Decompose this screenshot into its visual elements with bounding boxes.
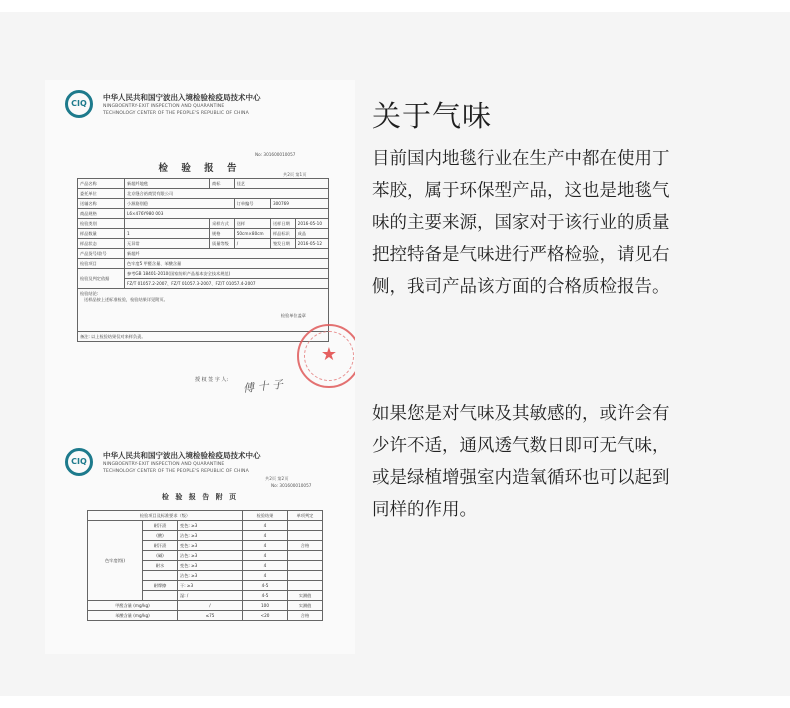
paragraph-line: 苯胶，属于环保型产品，这也是地毯气 <box>372 181 670 201</box>
org-name-en-line1: NINGBOENTRY-EXIT INSPECTION AND QUARANTINE <box>103 104 225 109</box>
paragraph-sensitivity-advice <box>372 398 752 526</box>
cell: 耐汗渍 <box>143 521 178 531</box>
table-row <box>78 179 329 189</box>
stamp-label: 检验单位盖章 <box>280 313 306 318</box>
cell: 沾色: ≥3 <box>178 551 243 561</box>
table-row <box>78 229 329 239</box>
org-name-en-line2: TECHNOLOGY CENTER OF THE PEOPLE'S REPUBLIC OF CHINA <box>103 111 249 116</box>
cell: 4-5 <box>243 581 288 591</box>
cell: 检验结果 <box>243 511 288 521</box>
cell: (碱) <box>143 551 178 561</box>
cell: 实测值 <box>288 601 323 611</box>
cell: 色牢度(级) <box>88 521 143 601</box>
cell <box>288 531 323 541</box>
cell: 检验类别 <box>78 219 125 229</box>
org-name-cn: 中华人民共和国宁波出入境检验检疫局技术中心 <box>103 451 261 460</box>
cell: 4 <box>243 571 288 581</box>
cell: 商标 <box>210 179 235 189</box>
cell: 300769 <box>270 199 328 209</box>
cell: 2016-05-12 <box>295 239 328 249</box>
cell: 沾色: ≥3 <box>178 531 243 541</box>
cell: 检验项目及标准要求（级） <box>88 511 243 521</box>
ciq-logo-icon: CIQ <box>65 448 93 476</box>
cell: 1 <box>125 229 210 239</box>
cell: 签发日期 <box>270 239 295 249</box>
table-row <box>78 249 329 259</box>
cell: 甲醛含量 (mg/kg) <box>88 601 178 611</box>
page-indicator: 共2页 第1页 <box>283 172 307 177</box>
table-row <box>88 611 323 621</box>
cell: 4-5 <box>243 591 288 601</box>
cell: 样品标识 <box>270 229 295 239</box>
cell: 合格 <box>288 611 323 621</box>
cell: 质量等级 <box>210 239 235 249</box>
table-row <box>78 209 329 219</box>
report-header <box>65 446 335 478</box>
cell: 委托单位 <box>78 189 125 199</box>
cell: 变色: ≥3 <box>178 521 243 531</box>
official-seal-icon <box>297 324 355 388</box>
cell: 干: ≥3 <box>178 581 243 591</box>
table-row <box>88 601 323 611</box>
report-header <box>65 88 335 120</box>
seal-star-icon: ★ <box>320 344 338 365</box>
cell: 参考GB 18401-2010(国家纺织产品基本安全技术规范) <box>125 269 329 279</box>
cell: 耐水 <box>143 561 178 571</box>
table-row <box>78 239 329 249</box>
org-name-en-line1: NINGBOENTRY-EXIT INSPECTION AND QUARANTINE <box>103 462 225 467</box>
paragraph-line: 把控特备是气味进行严格检验，请见右 <box>372 245 670 265</box>
cell: 湿: / <box>178 591 243 601</box>
inspection-report-page-1 <box>45 80 355 432</box>
cell: 沾色: ≥3 <box>178 571 243 581</box>
cell: 新超纤地毯 <box>125 179 210 189</box>
cell: 50cm×80cm <box>234 229 270 239</box>
paragraph-line: 如果您是对气味及其敏感的，或许会有 <box>372 404 670 424</box>
cell: 4 <box>243 531 288 541</box>
cell: 检验项目 <box>78 259 125 269</box>
ciq-logo-icon: CIQ <box>65 90 93 118</box>
cell: 耐摩擦 <box>143 581 178 591</box>
table-row <box>78 289 329 332</box>
cell: 耐汗渍 <box>143 541 178 551</box>
cell: 小源筋别稳 <box>125 199 235 209</box>
report-title: 检 验 报 告 <box>158 163 242 174</box>
cell: 色牢度5 甲醛含量、苯酸含量 <box>125 259 329 269</box>
inspection-report-page-2 <box>45 432 355 654</box>
table-row <box>88 511 323 521</box>
paragraph-line: 侧，我司产品该方面的合格质检报告。 <box>372 277 670 297</box>
cell: 4 <box>243 561 288 571</box>
cell: 订单编号 <box>234 199 270 209</box>
approver-label: 授 权 签 字 人: <box>195 377 229 383</box>
conclusion-cell <box>78 289 329 332</box>
cell: 变色: ≥3 <box>178 561 243 571</box>
cell: 实测值 <box>288 591 323 601</box>
paragraph-line: 味的主要来源，国家对于该行业的质量 <box>372 213 670 233</box>
cell <box>288 571 323 581</box>
cell: 商品规格 <box>78 209 125 219</box>
org-name-cn: 中华人民共和国宁波出入境检验检疫局技术中心 <box>103 93 261 102</box>
table-row <box>78 219 329 229</box>
handwritten-signature: 傅 十 子 <box>242 377 284 396</box>
cell <box>288 551 323 561</box>
report-number: No: 301600010057 <box>255 152 296 157</box>
cell: 2016-05-10 <box>295 219 328 229</box>
cell: 合格 <box>288 541 323 551</box>
cell: 无异常 <box>125 239 210 249</box>
report-title: 检 验 报 告 附 页 <box>161 493 239 501</box>
top-margin <box>0 0 790 12</box>
page-indicator: 共2页 第2页 <box>265 476 289 481</box>
cell: 4 <box>243 541 288 551</box>
conclusion-text: 送样品按上述标准检验，检验结果详见附页。 <box>84 297 168 302</box>
cell: 佳艺 <box>234 179 328 189</box>
section-title: 关于气味 <box>372 99 493 133</box>
paragraph-line: 少许不适，通风透气数日即可无气味， <box>372 436 670 456</box>
results-table <box>87 510 323 621</box>
paragraph-line: 同样的作用。 <box>372 500 477 520</box>
cell: 规格 <box>210 229 235 239</box>
table-row <box>78 332 329 342</box>
cell: 采样方式 <box>210 219 235 229</box>
cell: ≤75 <box>178 611 243 621</box>
cell: 送样 <box>234 219 270 229</box>
cell <box>143 571 178 581</box>
org-name-en-line2: TECHNOLOGY CENTER OF THE PEOPLE'S REPUBLIC OF CHINA <box>103 469 249 474</box>
cell: 变色: ≥3 <box>178 541 243 551</box>
cell: 产品名称 <box>78 179 125 189</box>
cell: 样品状态 <box>78 239 125 249</box>
cell: / <box>178 601 243 611</box>
cell: 100 <box>243 601 288 611</box>
cell: 产品货号/款号 <box>78 249 125 259</box>
paragraph-odor-source <box>372 143 752 303</box>
cell: FZ/T 01057.2-2007、FZ/T 01057.3-2007、FZ/T 01057.4-2007 <box>125 279 329 289</box>
paragraph-line: 或是绿植增强室内造氧循环也可以起到 <box>372 468 670 488</box>
table-row <box>78 259 329 269</box>
report-table <box>77 178 329 342</box>
conclusion-label: 检验结论: <box>80 291 99 296</box>
cell: 4 <box>243 551 288 561</box>
cell: 送样日期 <box>270 219 295 229</box>
cell: L6×476Y980 003 <box>125 209 329 219</box>
table-row <box>78 189 329 199</box>
cell <box>288 561 323 571</box>
cell <box>125 219 210 229</box>
cell: 单项判定 <box>288 511 323 521</box>
cell: (酸) <box>143 531 178 541</box>
cell: 北京缝合裕商贸有限公司 <box>125 189 329 199</box>
cell <box>143 591 178 601</box>
cell: 送辅名称 <box>78 199 125 209</box>
cell: 4 <box>243 521 288 531</box>
cell: 检验及判定依据 <box>78 269 125 289</box>
report-number: No: 301600010057 <box>271 483 312 488</box>
cell <box>288 581 323 591</box>
cell: 样品数量 <box>78 229 125 239</box>
table-row <box>78 199 329 209</box>
remark-cell: 备注: 以上检验结果仅对来样负责。 <box>78 332 329 342</box>
cell <box>288 521 323 531</box>
cell: 苯酸含量 (mg/kg) <box>88 611 178 621</box>
paragraph-line: 目前国内地毯行业在生产中都在使用丁 <box>372 149 670 169</box>
table-row <box>88 521 323 531</box>
table-row <box>78 269 329 279</box>
cell: / <box>234 239 270 249</box>
cell: <20 <box>243 611 288 621</box>
cell: 成品 <box>295 229 328 239</box>
cell: 新超纤 <box>125 249 329 259</box>
